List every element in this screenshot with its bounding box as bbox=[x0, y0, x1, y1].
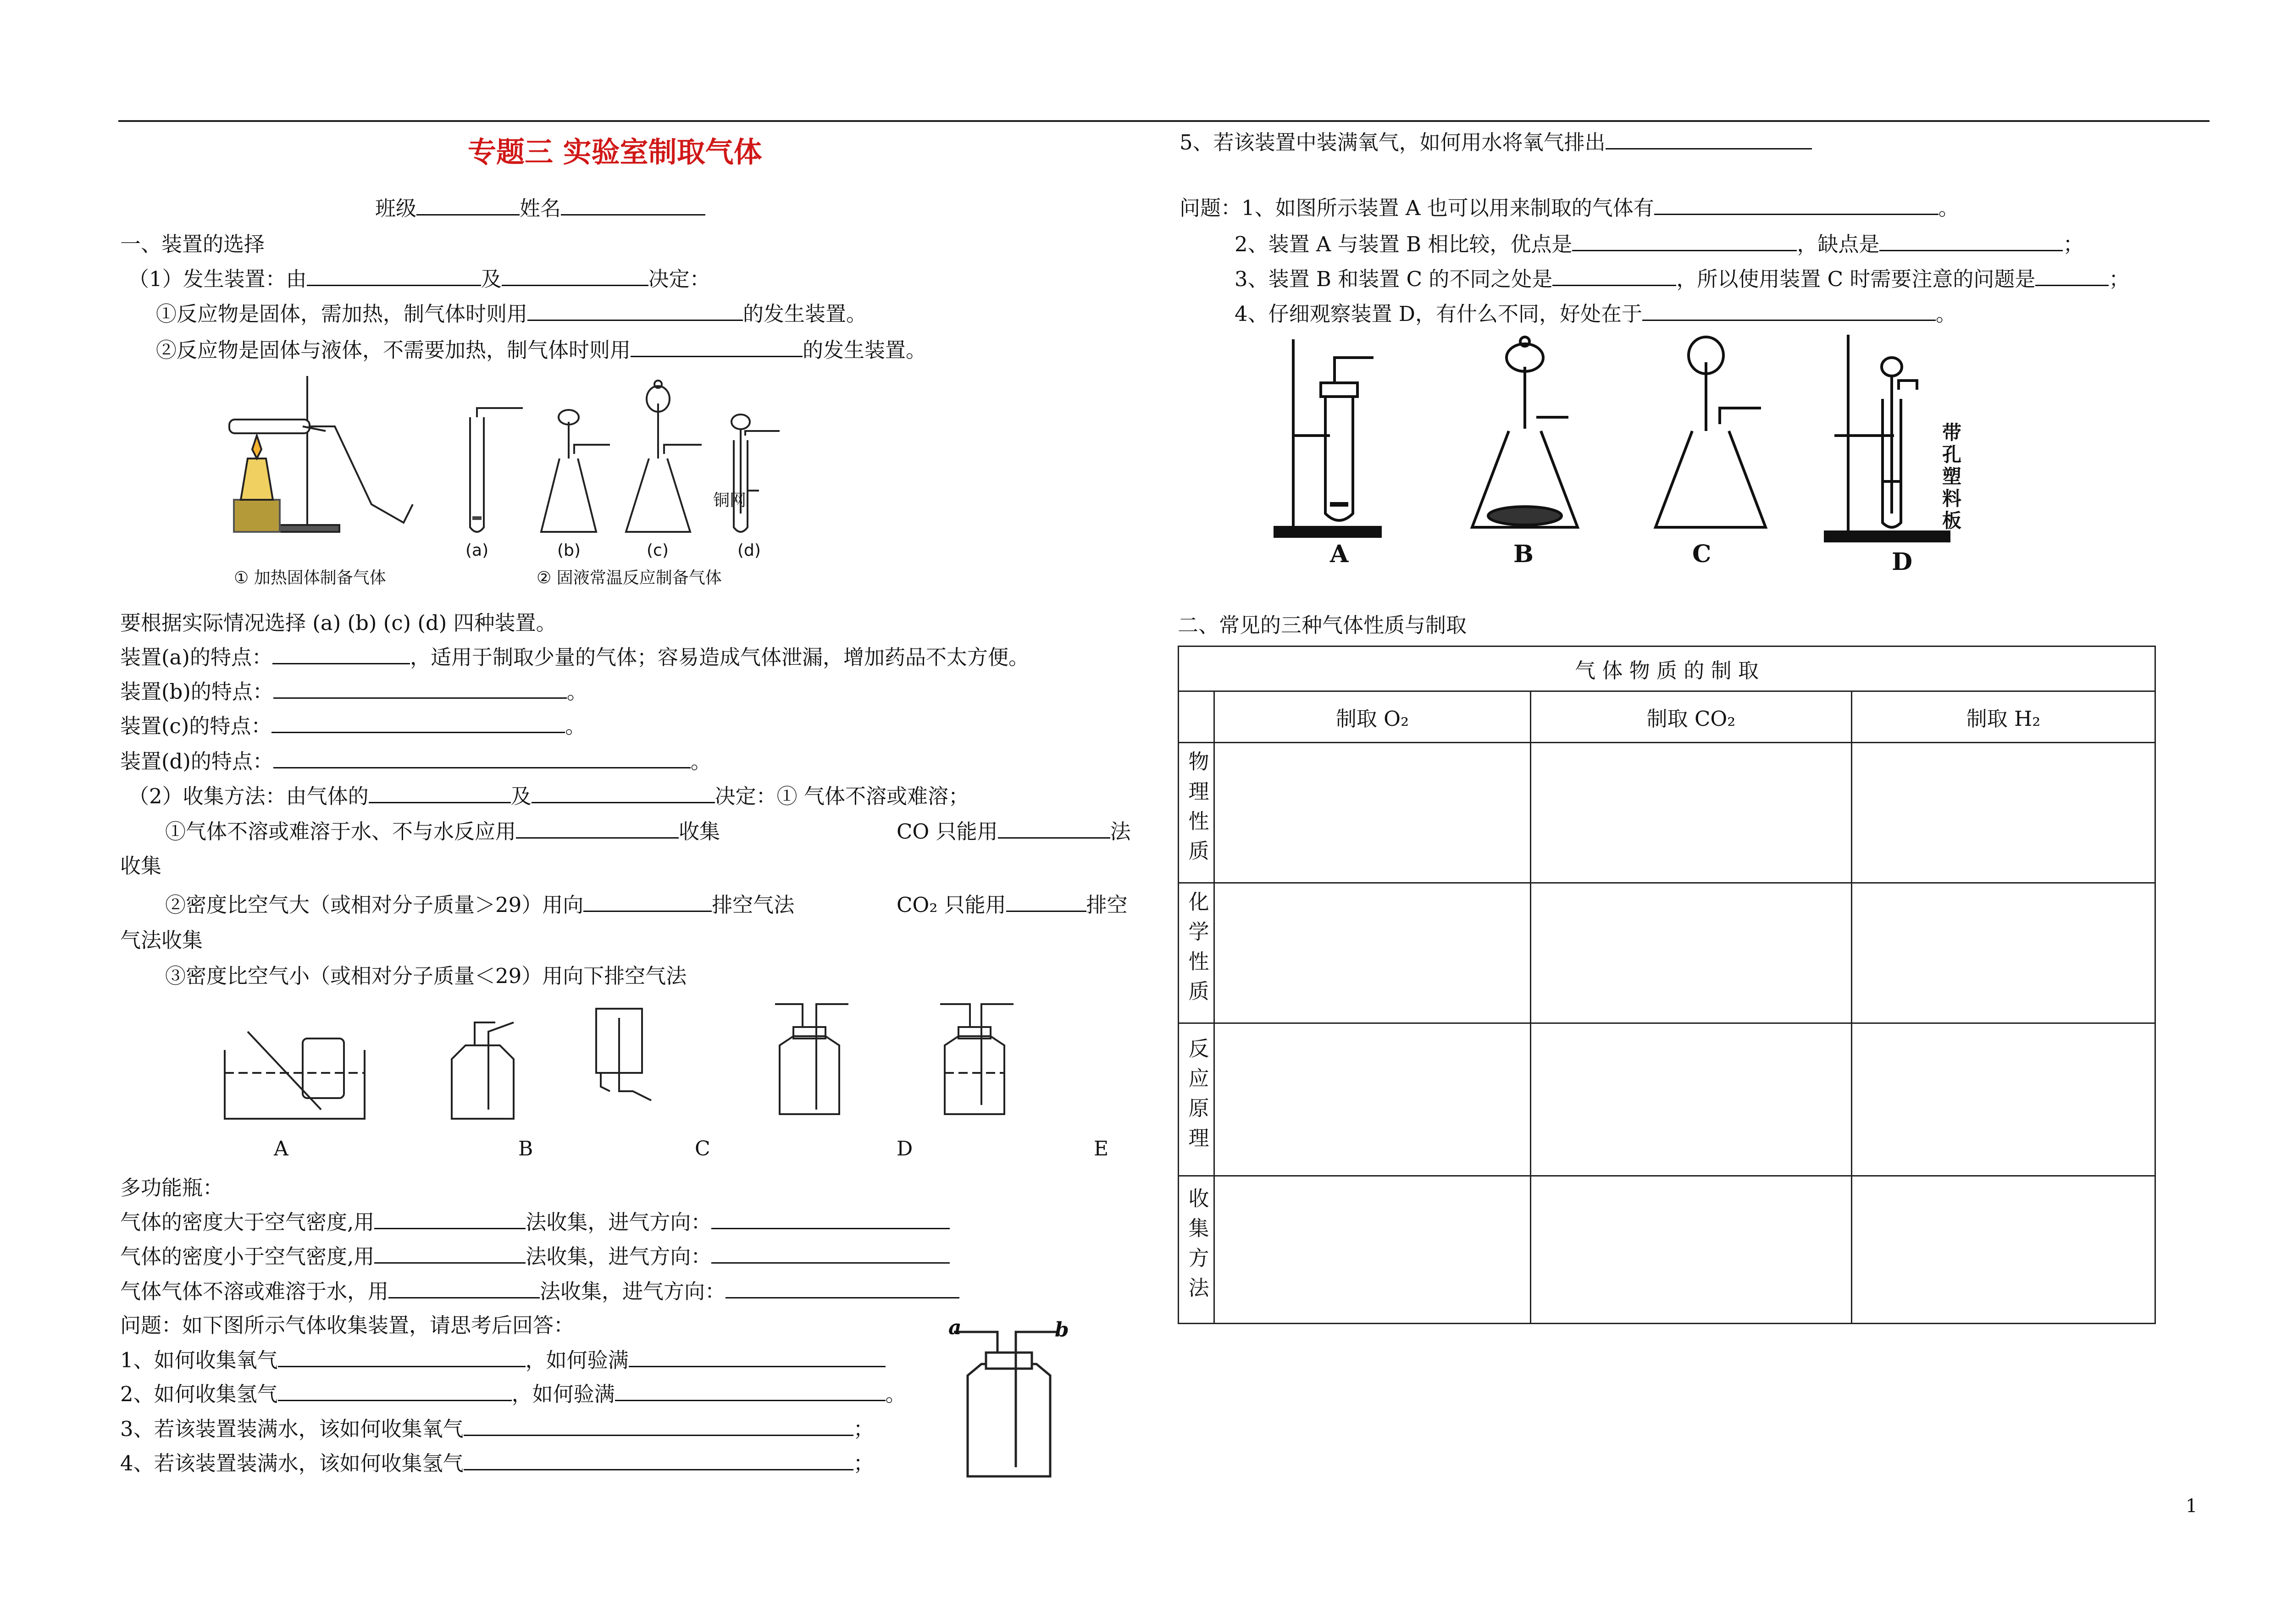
row-header-collection: 收集方法 bbox=[1179, 1176, 1214, 1324]
table-title: 气 体 物 质 的 制 取 bbox=[1179, 646, 2155, 691]
table-cell[interactable] bbox=[1852, 1176, 2155, 1324]
table-cell[interactable] bbox=[1214, 883, 1531, 1023]
device-d-drawing bbox=[1825, 335, 1949, 541]
device-label-c: C bbox=[1692, 540, 1711, 568]
water-trough-drawing bbox=[225, 1032, 365, 1119]
multi-line-1: 气体的密度大于空气密度,用 法收集，进气方向： bbox=[120, 1209, 950, 1236]
tube-d-drawing bbox=[731, 414, 780, 532]
feature-b-line: 装置(b)的特点： 。 bbox=[120, 679, 587, 704]
device-label-a: A bbox=[1330, 540, 1349, 568]
question-2: 2、如何收集氢气 ，如何验满 。 bbox=[120, 1382, 906, 1406]
section-2-heading: 二、常见的三种气体性质与制取 bbox=[1178, 613, 1467, 637]
fig2-label-b: B bbox=[518, 1137, 533, 1160]
question-4: 4、若该装置装满水，该如何收集氢气 ； bbox=[120, 1451, 874, 1475]
table-corner bbox=[1179, 691, 1214, 743]
collection-item-2: ②密度比空气大（或相对分子质量＞29）用向 排空气法 bbox=[165, 893, 795, 917]
fig1-caption-1: ① 加热固体制备气体 bbox=[234, 569, 386, 587]
subfig-c-label: (c) bbox=[647, 541, 669, 560]
question-3: 3、若该装置装满水，该如何收集氧气 ； bbox=[120, 1417, 874, 1441]
section-1-heading: 一、装置的选择 bbox=[120, 232, 265, 256]
feature-c-line: 装置(c)的特点： 。 bbox=[120, 714, 586, 738]
generator-line: （1）发生装置：由 及 决定： bbox=[128, 267, 710, 291]
page-number: 1 bbox=[2186, 1496, 2198, 1517]
col-header-h2: 制取 H₂ bbox=[1852, 691, 2155, 743]
table-cell[interactable] bbox=[1214, 743, 1531, 883]
row-header-physical: 物理性质 bbox=[1179, 743, 1214, 883]
bottle-label-a: a bbox=[948, 1316, 962, 1339]
col-header-o2: 制取 O₂ bbox=[1214, 691, 1531, 743]
table-cell[interactable] bbox=[1214, 1023, 1531, 1176]
collection-methods-figure bbox=[220, 995, 1046, 1128]
problem-2: 2、装置 A 与装置 B 相比较，优点是 ，缺点是 ； bbox=[1235, 232, 2084, 256]
table-cell[interactable] bbox=[1214, 1176, 1531, 1324]
heating-setup-drawing bbox=[229, 376, 413, 532]
flask-b-drawing bbox=[541, 410, 610, 532]
bottle-b-drawing bbox=[452, 1022, 514, 1119]
device-a-drawing bbox=[1275, 339, 1380, 536]
subfig-b-label: (b) bbox=[557, 541, 581, 560]
fig1-caption-2: ② 固液常温反应制备气体 bbox=[537, 569, 722, 587]
gas-bottle-figure bbox=[945, 1320, 1073, 1486]
devices-abcd-figure bbox=[1266, 330, 1999, 587]
choose-line: 要根据实际情况选择 (a) (b) (c) (d) 四种装置。 bbox=[120, 611, 557, 635]
gas-preparation-table bbox=[1178, 646, 2156, 1324]
multi-line-3: 气体气体不溶或难溶于水，用 法收集，进气方向： bbox=[120, 1278, 959, 1305]
problem-1: 问题：1、如图所示装置 A 也可以用来制取的气体有 。 bbox=[1180, 196, 1959, 220]
fig2-label-c: C bbox=[695, 1137, 710, 1160]
generator-item-2: ②反应物是固体与液体，不需要加热，制气体时则用 的发生装置。 bbox=[156, 338, 927, 362]
co-note: CO 只能用 法 bbox=[897, 819, 1131, 844]
bottle-c-drawing bbox=[596, 1009, 651, 1100]
table-cell[interactable] bbox=[1531, 1023, 1852, 1176]
table-cell[interactable] bbox=[1852, 743, 2155, 883]
collection-item-1-cont: 收集 bbox=[120, 854, 162, 878]
perforated-plate-label: 带孔塑料板 bbox=[1942, 421, 1962, 532]
collection-item-2-cont: 气法收集 bbox=[120, 928, 203, 952]
question-1: 1、如何收集氧气 ，如何验满 bbox=[120, 1347, 886, 1374]
top-rule bbox=[118, 120, 2210, 122]
problem-3: 3、装置 B 和装置 C 的不同之处是 ，所以使用装置 C 时需要注意的问题是 ； bbox=[1235, 267, 2130, 291]
row-header-chemical: 化学性质 bbox=[1179, 883, 1214, 1023]
feature-a-line: 装置(a)的特点： ，适用于制取少量的气体；容易造成气体泄漏，增加药品不太方便。 bbox=[120, 645, 1029, 669]
device-label-b: B bbox=[1513, 540, 1534, 568]
bottle-label-b: b bbox=[1055, 1318, 1069, 1342]
table-cell[interactable] bbox=[1531, 743, 1852, 883]
class-name-line: 班级 姓名 bbox=[375, 195, 705, 222]
mesh-label: 铜网 bbox=[713, 491, 747, 510]
question-5: 5、若该装置中装满氧气，如何用水将氧气排出 bbox=[1180, 129, 1812, 156]
problem-4: 4、仔细观察装置 D，有什么不同，好处在于 。 bbox=[1235, 302, 1957, 326]
table-cell[interactable] bbox=[1531, 883, 1852, 1023]
collection-item-3: ③密度比空气小（或相对分子质量＜29）用向下排空气法 bbox=[165, 964, 687, 988]
subfig-a-label: (a) bbox=[465, 541, 489, 560]
device-b-drawing bbox=[1472, 337, 1578, 527]
table-cell[interactable] bbox=[1852, 1023, 2155, 1176]
col-header-co2: 制取 CO₂ bbox=[1531, 691, 1852, 743]
fig2-label-a: A bbox=[274, 1137, 288, 1160]
fig2-label-e: E bbox=[1094, 1137, 1109, 1160]
bottle-e-drawing bbox=[940, 1004, 1014, 1114]
table-cell[interactable] bbox=[1531, 1176, 1852, 1324]
subfig-d-label: (d) bbox=[737, 541, 761, 560]
feature-d-line: 装置(d)的特点： 。 bbox=[120, 749, 711, 773]
page-title: 专题三 实验室制取气体 bbox=[468, 135, 762, 169]
bottle-d-drawing bbox=[775, 1004, 848, 1114]
generator-item-1: ①反应物是固体，需加热，制气体时则用 的发生装置。 bbox=[156, 302, 867, 326]
multi-bottle-heading: 多功能瓶： bbox=[120, 1176, 224, 1200]
table-cell[interactable] bbox=[1852, 883, 2155, 1023]
multi-line-2: 气体的密度小于空气密度,用 法收集，进气方向： bbox=[120, 1243, 950, 1270]
collection-line: （2）收集方法：由气体的 及 决定：① 气体不溶或难溶； bbox=[128, 784, 969, 808]
test-tube-a-drawing bbox=[470, 408, 523, 532]
collection-item-1: ①气体不溶或难溶于水、不与水反应用 收集 bbox=[165, 819, 720, 844]
row-header-reaction: 反应原理 bbox=[1179, 1023, 1214, 1176]
fig2-label-d: D bbox=[897, 1137, 913, 1160]
device-label-d: D bbox=[1892, 548, 1913, 576]
co2-note: CO₂ 只能用 排空 bbox=[897, 893, 1128, 917]
flask-c-drawing bbox=[626, 381, 702, 532]
question-intro: 问题：如下图所示气体收集装置，请思考后回答： bbox=[120, 1313, 575, 1337]
device-c-drawing bbox=[1656, 337, 1766, 527]
